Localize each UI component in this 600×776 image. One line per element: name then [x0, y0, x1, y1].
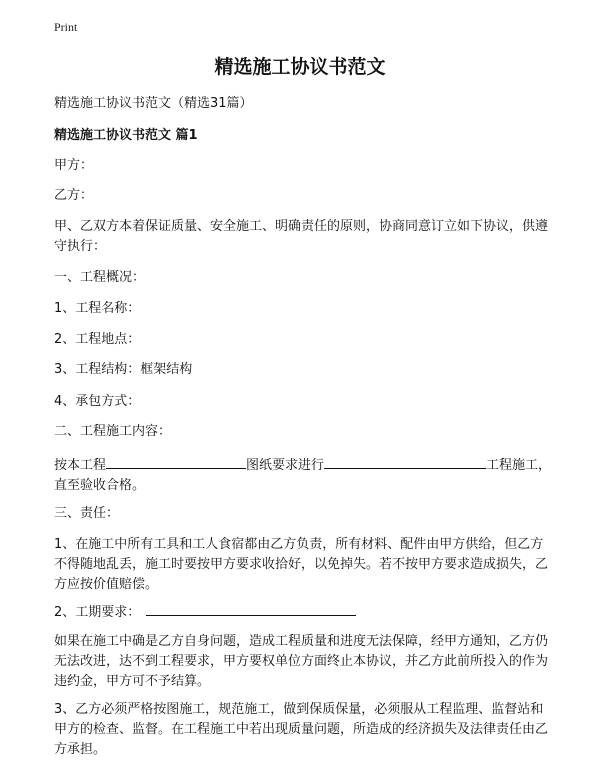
scope-text-middle: 图纸要求进行 [246, 458, 325, 473]
party-b-line: 乙方： [54, 188, 94, 203]
intro-paragraph: 甲、乙双方本着保证质量、安全施工、明确责任的原则，协商同意订立如下协议，供遵守执行： [54, 219, 549, 254]
deadline-requirement-line [54, 601, 356, 623]
section-3-heading: 三、责任： [54, 506, 120, 521]
construction-scope-paragraph [54, 454, 554, 496]
document-title: 精选施工协议书范文 [214, 56, 386, 78]
party-a-line: 甲方： [54, 158, 94, 173]
deadline-label: 2、工期要求： [54, 605, 141, 620]
breach-paragraph: 如果在施工中确是乙方自身问题，造成工程质量和进度无法保障，经甲方通知，乙方仍无法改进，达不到工程要求，甲方要权单位方面终止本协议，并乙方此前所投入的作为违约金，甲方可不予结算。 [54, 634, 549, 689]
section-heading: 精选施工协议书范文 篇1 [54, 128, 198, 143]
item-project-location: 2、工程地点： [54, 332, 141, 347]
item-project-name: 1、工程名称： [54, 301, 141, 316]
blank-line [324, 454, 486, 469]
responsibility-1-paragraph: 1、在施工中所有工具和工人食宿都由乙方负责，所有材料、配件由甲方供给，但乙方不得随地乱丢，施工时要按甲方要求收拾好，以免掉失。若不按甲方要求造成损失，乙方应按价值赔偿。 [54, 537, 549, 592]
scope-text-end: 工程施工，直至验收合格。 [54, 458, 552, 493]
item-project-structure: 3、工程结构：框架结构 [54, 362, 193, 377]
scope-text-start: 按本工程 [54, 458, 107, 473]
item-contract-mode: 4、承包方式： [54, 394, 141, 409]
responsibility-3-paragraph: 3、乙方必须严格按图施工，规范施工，做到保质保量，必须服从工程监理、监督站和甲方的检查、监督。在工程施工中若出现质量问题，所造成的经济损失及法律责任由乙方承担。 [54, 702, 549, 757]
blank-line [146, 601, 356, 616]
document-subtitle: 精选施工协议书范文（精选31篇） [54, 96, 253, 111]
section-1-heading: 一、工程概况： [54, 270, 146, 285]
section-2-heading: 二、工程施工内容： [54, 424, 172, 439]
blank-line [106, 454, 246, 469]
print-label: Print [54, 20, 78, 34]
